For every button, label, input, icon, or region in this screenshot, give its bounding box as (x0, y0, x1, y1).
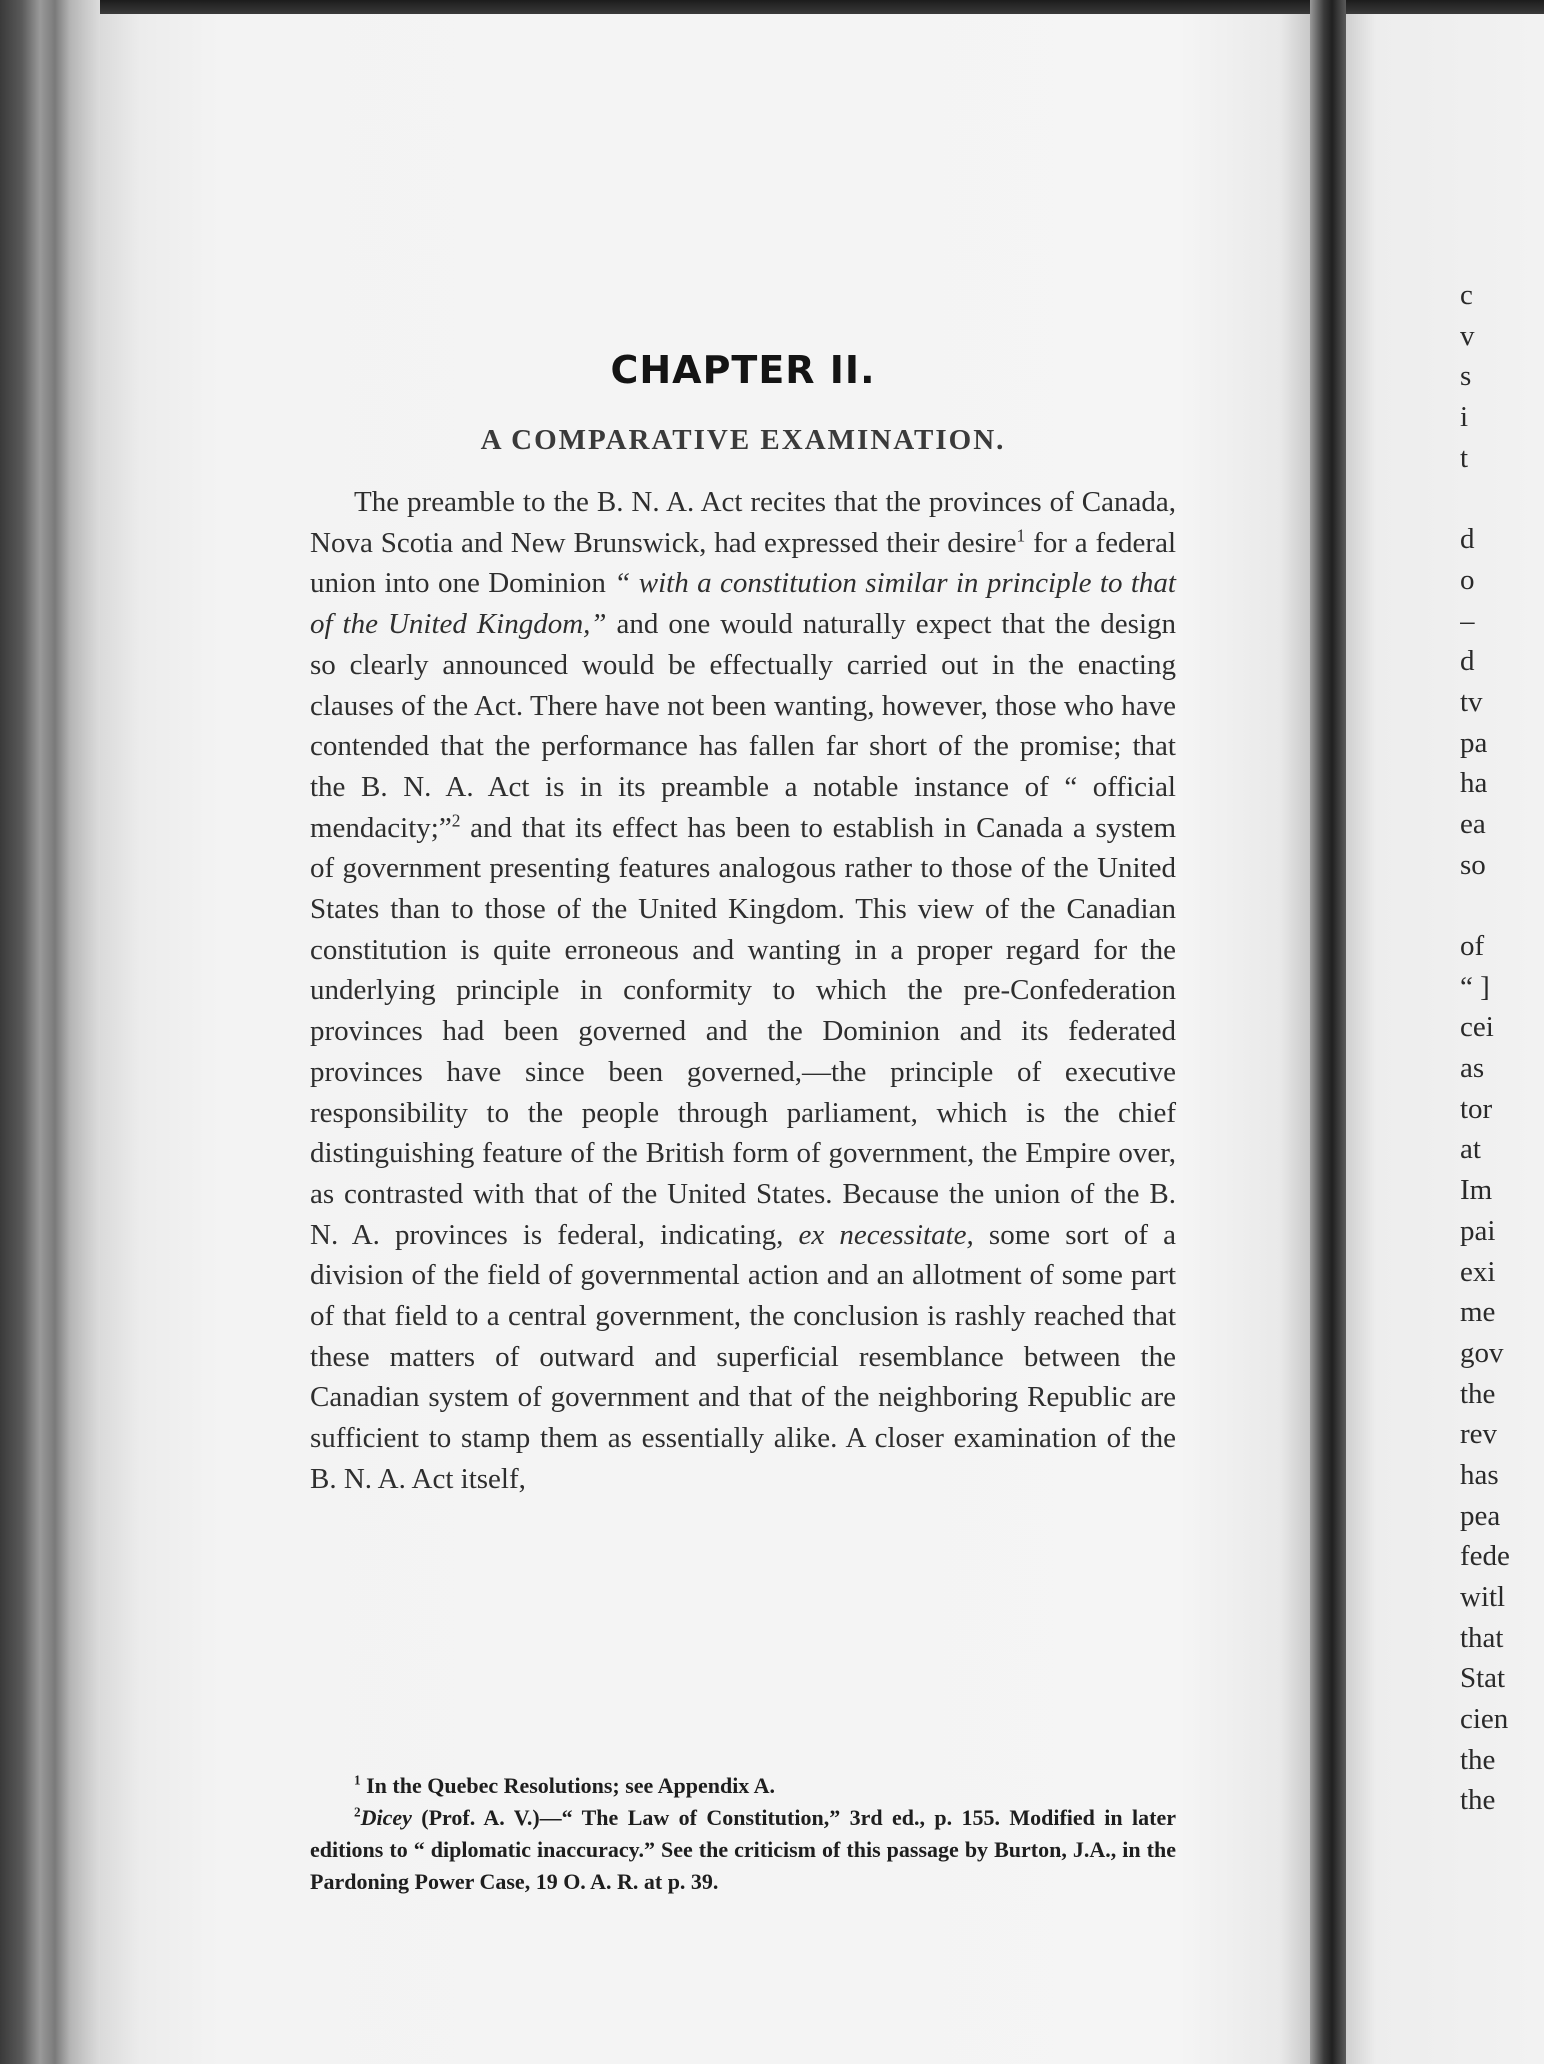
facing-line-fragment: pai (1460, 1214, 1496, 1247)
paragraph-text-2: for a federal union into one Dominion (310, 526, 1176, 600)
latin-phrase: ex necessitate, (798, 1218, 974, 1251)
footnote-2 (310, 1802, 1176, 1898)
footnote-2-text: (Prof. A. V.)—“ The Law of Constitution,” 3rd ed., p. 155. Modified in later editions to “ diplomatic inaccuracy.” See the criticism of this passage by Burton, J.A., in the Pardoning Power Case, 19 O. A. R. at p. 39. (310, 1805, 1176, 1894)
facing-line-fragment: the (1460, 1784, 1496, 1817)
facing-line-fragment: cei (1460, 1011, 1494, 1044)
book-gutter (1310, 0, 1346, 2064)
footnote-1-text: In the Quebec Resolutions; see Appendix A. (360, 1773, 775, 1798)
chapter-title: CHAPTER II. (610, 348, 876, 392)
facing-line-fragment: t (1460, 441, 1469, 474)
facing-line-fragment: cien (1460, 1703, 1509, 1736)
facing-line-fragment (1460, 885, 1544, 926)
facing-line-fragment: s (1460, 360, 1472, 393)
facing-line-fragment: rev (1460, 1418, 1498, 1451)
facing-line-fragment: so (1460, 848, 1486, 881)
facing-line-fragment: me (1460, 1296, 1496, 1329)
facing-line-fragment: pea (1460, 1499, 1501, 1532)
facing-line-fragment: ha (1460, 767, 1488, 800)
page-edges (0, 0, 100, 2064)
facing-line-fragment: d (1460, 645, 1475, 678)
facing-line-fragment: o (1460, 563, 1475, 596)
footnote-ref-1: 1 (1016, 525, 1026, 546)
chapter-subtitle: A COMPARATIVE EXAMINATION. (480, 424, 1006, 456)
preamble-quote: “ with a constitution similar in principle to that of the United Kingdom,” (310, 567, 1176, 641)
facing-line-fragment: witl (1460, 1581, 1506, 1613)
facing-line-fragment: tv (1460, 685, 1483, 718)
facing-line-fragment: tor (1460, 1092, 1493, 1125)
facing-line-fragment: ea (1460, 807, 1486, 840)
facing-line-fragment: as (1460, 1052, 1485, 1085)
footnotes (310, 1770, 1176, 1898)
facing-line-fragment: at (1460, 1133, 1481, 1166)
facing-line-fragment: exi (1460, 1255, 1496, 1288)
facing-line-fragment: has (1460, 1458, 1499, 1491)
body-paragraph (310, 482, 1176, 1500)
facing-line-fragment: Stat (1460, 1662, 1506, 1695)
facing-line-fragment: fede (1460, 1540, 1510, 1573)
paragraph-text-5: some sort of a division of the field of governmental action and an allotment of some part of that field to a central government, the conclusion is rashly reached that these matters of outward and superficial resemblance between the Canadian system of government and that of the neighboring Republic are sufficient to stamp them as essentially alike. A closer examination of the B. N. A. Act itself, (310, 1218, 1176, 1495)
paragraph-text-1: The preamble to the B. N. A. Act recites that the provinces of Canada, Nova Scotia and New Brunswick, had expressed their desire (310, 486, 1176, 559)
footnote-ref-2: 2 (451, 809, 461, 830)
facing-line-fragment (1460, 478, 1544, 519)
facing-line-fragment: Im (1460, 1174, 1493, 1207)
footnote-1-mark: 1 (354, 1772, 361, 1788)
facing-line-fragment: the (1460, 1743, 1496, 1776)
footnote-2-author: Dicey (360, 1805, 412, 1830)
facing-line-fragment: c (1460, 279, 1473, 311)
facing-line-fragment: – (1460, 604, 1475, 637)
facing-line-fragment: v (1460, 319, 1475, 352)
facing-line-fragment: the (1460, 1377, 1496, 1410)
paragraph-text-3: and one would naturally expect that the design so clearly announced would be effectually carried out in the enacting clauses of the Act. There have not been wanting, however, those who have contended that the performance has fallen far short of the promise; that the B. N. A. Act is in its preamble a notable instance of “ official mendacity;” (310, 608, 1177, 844)
facing-line-fragment: that (1460, 1621, 1504, 1654)
facing-line-fragment: of (1460, 930, 1485, 962)
paragraph-text-4: and that its effect has been to establish in Canada a system of government presenting features analogous rather to those of the United States than to those of the United Kingdom. This view of the Canadian constitution is quite erroneous and wanting in a proper regard for the underlying principle in conformity to which the pre-Confederation provinces had been governed and the Dominion and its federated provinces have since been governed,—the principle of executive responsibility to the people through parliament, which is the chief distinguishing feature of the British form of government, the Empire over, as contrasted with that of the United States. Because the union of the B. N. A. provinces is federal, indicating, (310, 811, 1176, 1251)
facing-line-fragment: gov (1460, 1336, 1504, 1369)
facing-line-fragment: d (1460, 523, 1475, 556)
footnote-2-mark: 2 (354, 1804, 361, 1820)
facing-page-text (1460, 275, 1544, 1821)
facing-line-fragment: pa (1460, 726, 1488, 759)
facing-line-fragment: “ ] (1460, 970, 1490, 1003)
footnote-1 (310, 1770, 1176, 1802)
facing-line-fragment: i (1460, 401, 1469, 434)
